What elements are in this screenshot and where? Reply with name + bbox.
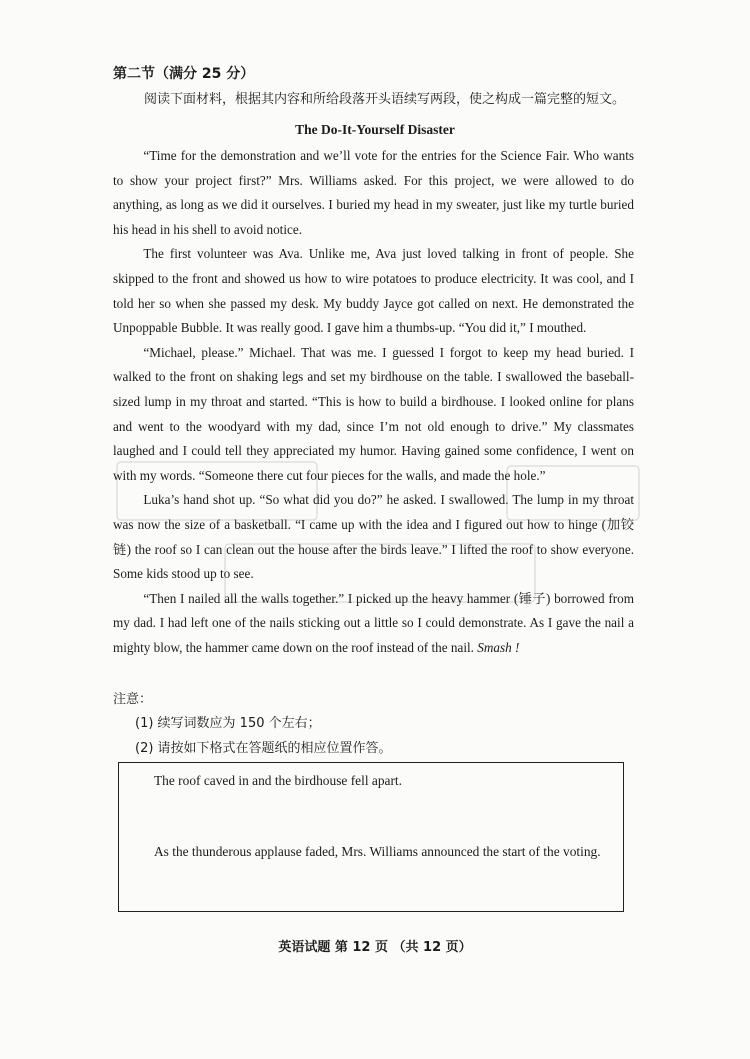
section-instruction: 阅读下面材料，根据其内容和所给段落开头语续写两段，使之构成一篇完整的短文。 (144, 92, 626, 107)
paragraph: Luka’s hand shot up. “So what did you do?” he asked. I swallowed. The lump in my throat was now the size of a basketball. “I came up with the idea and I figured out how to hinge (加铰链) the roof so I can clean out the house after the birds leave.” I lifted the roof to show everyone. Some kids stood up to see. (113, 492, 634, 582)
note-item: (2) 请按如下格式在答题纸的相应位置作答。 (135, 741, 392, 756)
paragraph: “Michael, please.” Michael. That was me. I guessed I forgot to keep my head buried. I walked to the front on shaking legs and set my birdhouse on the table. I swallowed the baseball-sized lump in my throat and started. “This is how to build a birdhouse. I looked online for plans and went to the woodyard with my dad, since I’m not old enough to drive.” My classmates laughed and I could tell they appreciated my humor. Having gained some confidence, I went on with my words. “Someone there cut four pieces for the walls, and made the hole.” (113, 344, 634, 483)
paragraph-last (113, 587, 634, 661)
paragraph: “Time for the demonstration and we’ll vote for the entries for the Science Fair. Who wants to show your project first?” Mrs. Williams asked. For this project, we were allowed to do anything, as long as we did it ourselves. I buried my head in my sweater, just like my turtle buried his head in his shell to avoid notice. (113, 148, 634, 237)
section-title: 第二节（满分 25 分） (113, 66, 255, 82)
answer-box (118, 762, 624, 912)
passage (113, 144, 634, 660)
paragraph: The first volunteer was Ava. Unlike me, Ava just loved talking in front of people. She skipped to the front and showed us how to wire potatoes to produce electricity. It was cool, and I told her so when she passed my desk. My buddy Jayce got called on next. He demonstrated the Unpoppable Bubble. It was really good. I gave him a thumbs-up. “You did it,” I mouthed. (113, 246, 634, 336)
paragraph-last-text: “Then I nailed all the walls together.” I picked up the heavy hammer (锤子) borrowed from my dad. I had left one of the nails sticking out a little so I could demonstrate. As I gave the nail a mighty blow, the hammer came down on the roof instead of the nail. (113, 590, 634, 655)
paragraph-emphasis: Smash ! (477, 639, 520, 655)
article-title: The Do-It-Yourself Disaster (295, 122, 455, 137)
opening-sentence-2: As the thunderous applause faded, Mrs. Williams announced the start of the voting. (154, 844, 601, 859)
page-footer: 英语试题 第 12 页 （共 12 页） (278, 940, 472, 955)
note-item: (1) 续写词数应为 150 个左右； (135, 716, 321, 731)
notes-heading: 注意： (113, 692, 153, 707)
opening-sentence-1: The roof caved in and the birdhouse fell apart. (154, 773, 403, 788)
